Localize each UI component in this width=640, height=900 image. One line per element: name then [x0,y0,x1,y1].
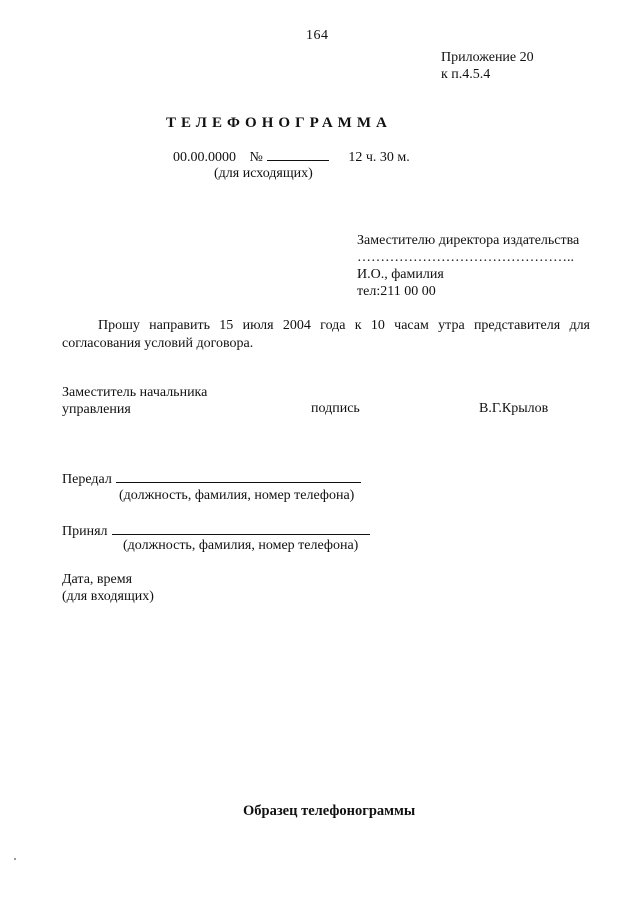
addressee-phone: тел:211 00 00 [357,284,436,299]
message-body [62,317,590,353]
figure-caption: Образец телефонограммы [243,803,416,819]
reference-time: 12 ч. 30 м. [348,150,410,165]
reference-line [173,148,410,166]
document-title: ТЕЛЕФОНОГРАММА [166,115,392,131]
sent-field [62,470,361,488]
appendix-line-1: Приложение 20 [441,50,534,65]
scan-speck [14,858,16,860]
reference-number-label: № [249,150,263,165]
reference-date: 00.00.0000 [173,150,236,165]
received-label: Принял [62,524,108,539]
reference-number-blank [267,148,329,161]
reference-note: (для исходящих) [214,166,313,181]
addressee-dots: ……………………………………….. [357,250,574,265]
addressee-block [357,232,579,300]
signature-placeholder: подпись [311,401,360,416]
datetime-line-2: (для входящих) [62,589,154,604]
signer-position [62,384,207,418]
message-line-2: согласования условий договора. [62,336,254,351]
appendix-reference [441,49,534,83]
datetime-line-1: Дата, время [62,572,133,587]
message-line-1: Прошу направить 15 июля 2004 года к 10 часам утра представителя для [98,318,590,333]
sent-blank-line [116,470,361,483]
sent-note: (должность, фамилия, номер телефона) [119,488,355,503]
sent-label: Передал [62,472,112,487]
appendix-line-2: к п.4.5.4 [441,67,491,82]
received-blank-line [112,522,370,535]
addressee-name: И.О., фамилия [357,267,444,282]
received-note: (должность, фамилия, номер телефона) [123,538,359,553]
signer-name: В.Г.Крылов [479,401,549,416]
page-number: 164 [306,28,329,43]
addressee-position: Заместителю директора издательства [357,233,580,248]
signer-line-1: Заместитель начальника [62,385,208,400]
signer-line-2: управления [62,402,131,417]
datetime-block [62,571,154,605]
